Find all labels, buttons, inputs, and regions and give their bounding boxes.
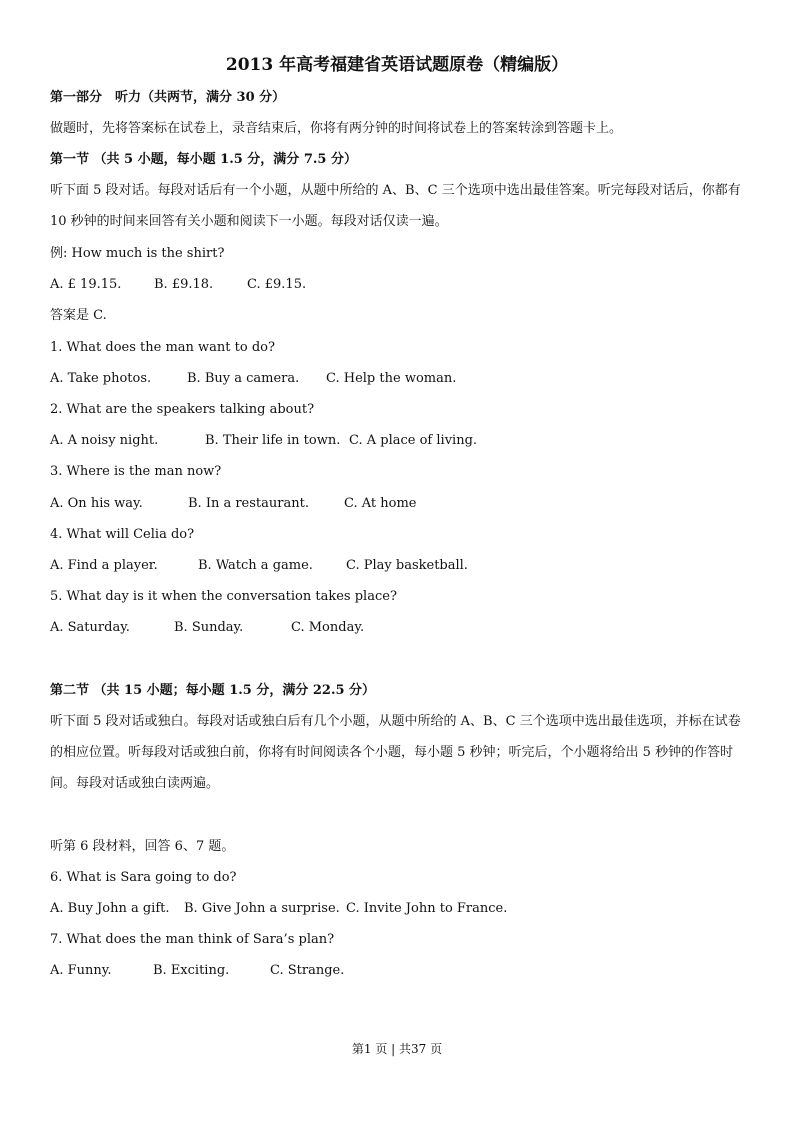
q3-option-c: C. At home [344, 496, 417, 511]
question-6: 6. What is Sara going to do? [50, 870, 237, 885]
q5-option-a: A. Saturday. [50, 620, 130, 635]
part1-instruction: 做题时，先将答案标在试卷上，录音结束后，你将有两分钟的时间将试卷上的答案转涂到答题卡上。 [50, 121, 623, 136]
question-3-options [50, 495, 416, 513]
section2-instruction: 听下面 5 段对话或独白。每段对话或独白后有几个小题，从题中所给的 A、B、C 三个选项中选出最佳选项，并标在试卷的相应位置。听每段对话或独白前，你将有时间阅读各个小题，每小题 5 秒钟；听完后，个小题将给出 5 秒钟的作答时间。每段对话或独白读两遍。 [50, 714, 741, 791]
page-title: 2013 年高考福建省英语试题原卷（精编版） [225, 55, 569, 75]
q1-option-a: A. Take photos. [50, 371, 152, 386]
question-5: 5. What day is it when the conversation takes place? [50, 589, 397, 604]
question-3: 3. Where is the man now? [50, 464, 222, 479]
q6-option-a: A. Buy John a gift. [50, 901, 170, 916]
example-option-b: B. £9.18. [154, 277, 214, 292]
example-option-c: C. £9.15. [247, 277, 307, 292]
question-4-options [50, 557, 468, 575]
example-answer: 答案是 C. [50, 308, 107, 323]
q5-option-c: C. Monday. [291, 620, 365, 635]
question-5-options [50, 619, 364, 637]
q3-option-b: B. In a restaurant. [188, 496, 309, 511]
question-6-options [50, 900, 507, 918]
q7-option-a: A. Funny. [50, 963, 112, 978]
part1-heading: 第一部分 听力（共两节，满分 30 分） [50, 90, 286, 105]
q4-option-a: A. Find a player. [50, 558, 158, 573]
q6-option-c: C. Invite John to France. [346, 901, 508, 916]
section1-heading: 第一节 （共 5 小题，每小题 1.5 分，满分 7.5 分） [50, 152, 357, 167]
q6-option-b: B. Give John a surprise. [184, 901, 340, 916]
example-option-a: A. £ 19.15. [50, 277, 122, 292]
q3-option-a: A. On his way. [50, 496, 143, 511]
q5-option-b: B. Sunday. [174, 620, 244, 635]
page-footer: 第1 页 | 共37 页 [351, 1042, 443, 1056]
q1-option-b: B. Buy a camera. [187, 371, 300, 386]
example-question: 例: How much is the shirt? [50, 246, 225, 261]
q2-option-c: C. A place of living. [349, 433, 478, 448]
question-7-options [50, 962, 344, 980]
section1-instruction: 听下面 5 段对话。每段对话后有一个小题，从题中所给的 A、B、C 三个选项中选出最佳答案。听完每段对话后，你都有 10 秒钟的时间来回答有关小题和阅读下一小题。每段对话仅读一遍。 [50, 183, 741, 229]
section2-heading: 第二节 （共 15 小题；每小题 1.5 分，满分 22.5 分） [50, 683, 376, 698]
material-6-note: 听第 6 段材料，回答 6、7 题。 [50, 839, 235, 854]
q4-option-b: B. Watch a game. [198, 558, 313, 573]
question-2-options [50, 432, 477, 450]
q2-option-a: A. A noisy night. [50, 433, 159, 448]
q2-option-b: B. Their life in town. [205, 433, 341, 448]
question-2: 2. What are the speakers talking about? [50, 402, 315, 417]
question-4: 4. What will Celia do? [50, 527, 195, 542]
q7-option-c: C. Strange. [270, 963, 345, 978]
question-1-options [50, 370, 456, 388]
example-options [50, 276, 306, 294]
question-1: 1. What does the man want to do? [50, 340, 275, 355]
question-7: 7. What does the man think of Sara’s plan? [50, 932, 335, 947]
q7-option-b: B. Exciting. [153, 963, 230, 978]
q4-option-c: C. Play basketball. [346, 558, 468, 573]
q1-option-c: C. Help the woman. [326, 371, 457, 386]
